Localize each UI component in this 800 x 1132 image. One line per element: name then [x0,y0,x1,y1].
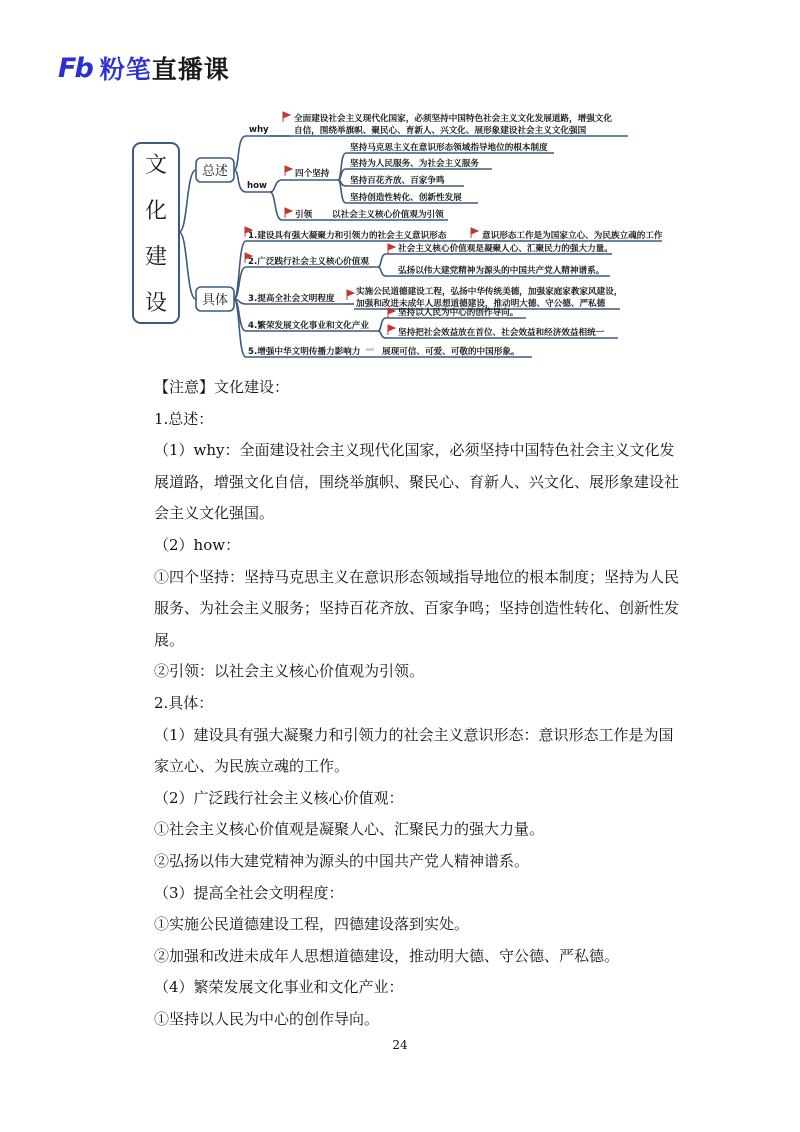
section-2-item-3b: ②加强和改进未成年人思想道德建设，推动明大德、守公德、严私德。 [154,946,620,965]
section-1-how-1: ①四个坚持：坚持马克思主义在意识形态领域指导地位的根本制度；坚持为人民服务、为社会主义服务；坚持百花齐放、百家争鸣；坚持创造性转化、创新性发展。 [154,567,680,649]
root-char-3: 建 [144,245,168,270]
page-number: 24 [392,1038,408,1052]
section-2-item-2a: ①社会主义核心价值观是凝聚人心、汇聚民力的强大力量。 [154,820,545,839]
why-line-2: 自信，围绕举旗帜、聚民心、育新人、兴文化、展形象建设社会主义文化强国 [294,126,587,136]
four-item-1: 坚持马克思主义在意识形态领域指导地位的根本制度 [350,143,548,153]
section-2-item-2: （2）广泛践行社会主义核心价值观： [154,788,404,807]
detail-1-text: 意识形态工作是为国家立心、为民族立魂的工作 [482,231,663,241]
detail-5-label: 5.增强中华文明传播力影响力 [248,347,361,357]
why-line-1: 全面建设社会主义现代化国家，必须坚持中国特色社会主义文化发展道路，增强文化 [294,114,612,124]
section-1-why: （1）why：全面建设社会主义现代化国家，必须坚持中国特色社会主义文化发展道路，增强文化自信，围绕举旗帜、聚民心、育新人、兴文化、展形象建设社会主义文化强国。 [154,441,680,523]
notes-body [121,372,686,1035]
section-2-item-3a: ①实施公民道德建设工程，四德建设落到实处。 [154,915,470,934]
branch-detail: 具体 [201,293,229,308]
four-item-2: 坚持为人民服务、为社会主义服务 [350,159,479,169]
why-label: why [249,125,269,135]
detail-2-item-1: 社会主义核心价值观是凝聚人心、汇聚民力的强大力量。 [398,244,613,254]
branch-overview: 总述 [201,164,229,179]
section-1-how: （2）how： [154,535,241,554]
section-2-item-4a: ①坚持以人民为中心的创作导向。 [154,1009,380,1028]
detail-4-item-1: 坚持以人民为中心的创作导向。 [398,308,519,318]
detail-3-line-1: 实施公民道德建设工程，弘扬中华传统美德，加强家庭家教家风建设， [356,287,623,297]
section-1-heading: 1.总述： [154,409,214,428]
section-2-item-1: （1）建设具有强大凝聚力和引领力的社会主义意识形态：意识形态工作是为国家立心、为民族立魂的工作。 [154,725,674,776]
detail-3-label: 3.提高全社会文明程度 [248,294,335,304]
fb-logo-icon: Fb [58,52,92,84]
section-2-heading: 2.具体： [154,693,214,712]
root-char-1: 文 [144,153,168,178]
section-1-how-2: ②引领：以社会主义核心价值观为引领。 [154,662,425,681]
note-title: 【注意】文化建设： [154,378,290,396]
mind-map [0,0,800,370]
detail-4-label: 4.繁荣发展文化事业和文化产业 [248,321,369,331]
section-2-item-2b: ②弘扬以伟大建党精神为源头的中国共产党人精神谱系。 [154,851,530,870]
root-char-4: 设 [144,291,168,316]
how-label: how [247,181,267,191]
leaf-marker [366,348,374,351]
detail-2-item-2: 弘扬以伟大建党精神为源头的中国共产党人精神谱系。 [398,266,605,276]
brand-name: 粉笔直播课 [99,55,230,84]
four-label: 四个坚持 [295,169,330,179]
detail-4-item-2: 坚持把社会效益放在首位、社会效益和经济效益相统一 [398,328,605,338]
section-2-item-3: （3）提高全社会文明程度： [154,883,344,902]
lead-label: 引领 [295,210,313,220]
detail-3-line-2: 加强和改进未成年人思想道德建设，推动明大德、守公德、严私德 [356,299,606,309]
four-item-4: 坚持创造性转化、创新性发展 [350,193,462,203]
root-char-2: 化 [144,199,168,224]
detail-2-label: 2.广泛践行社会主义核心价值观 [248,257,369,267]
detail-1-label: 1.建设具有强大凝聚力和引领力的社会主义意识形态 [248,231,447,241]
lead-text: 以社会主义核心价值观为引领 [332,210,444,220]
section-2-item-4: （4）繁荣发展文化事业和文化产业： [154,978,404,997]
four-item-3: 坚持百花齐放、百家争鸣 [350,176,445,186]
detail-5-text: 展现可信、可爱、可敬的中国形象。 [382,347,520,357]
